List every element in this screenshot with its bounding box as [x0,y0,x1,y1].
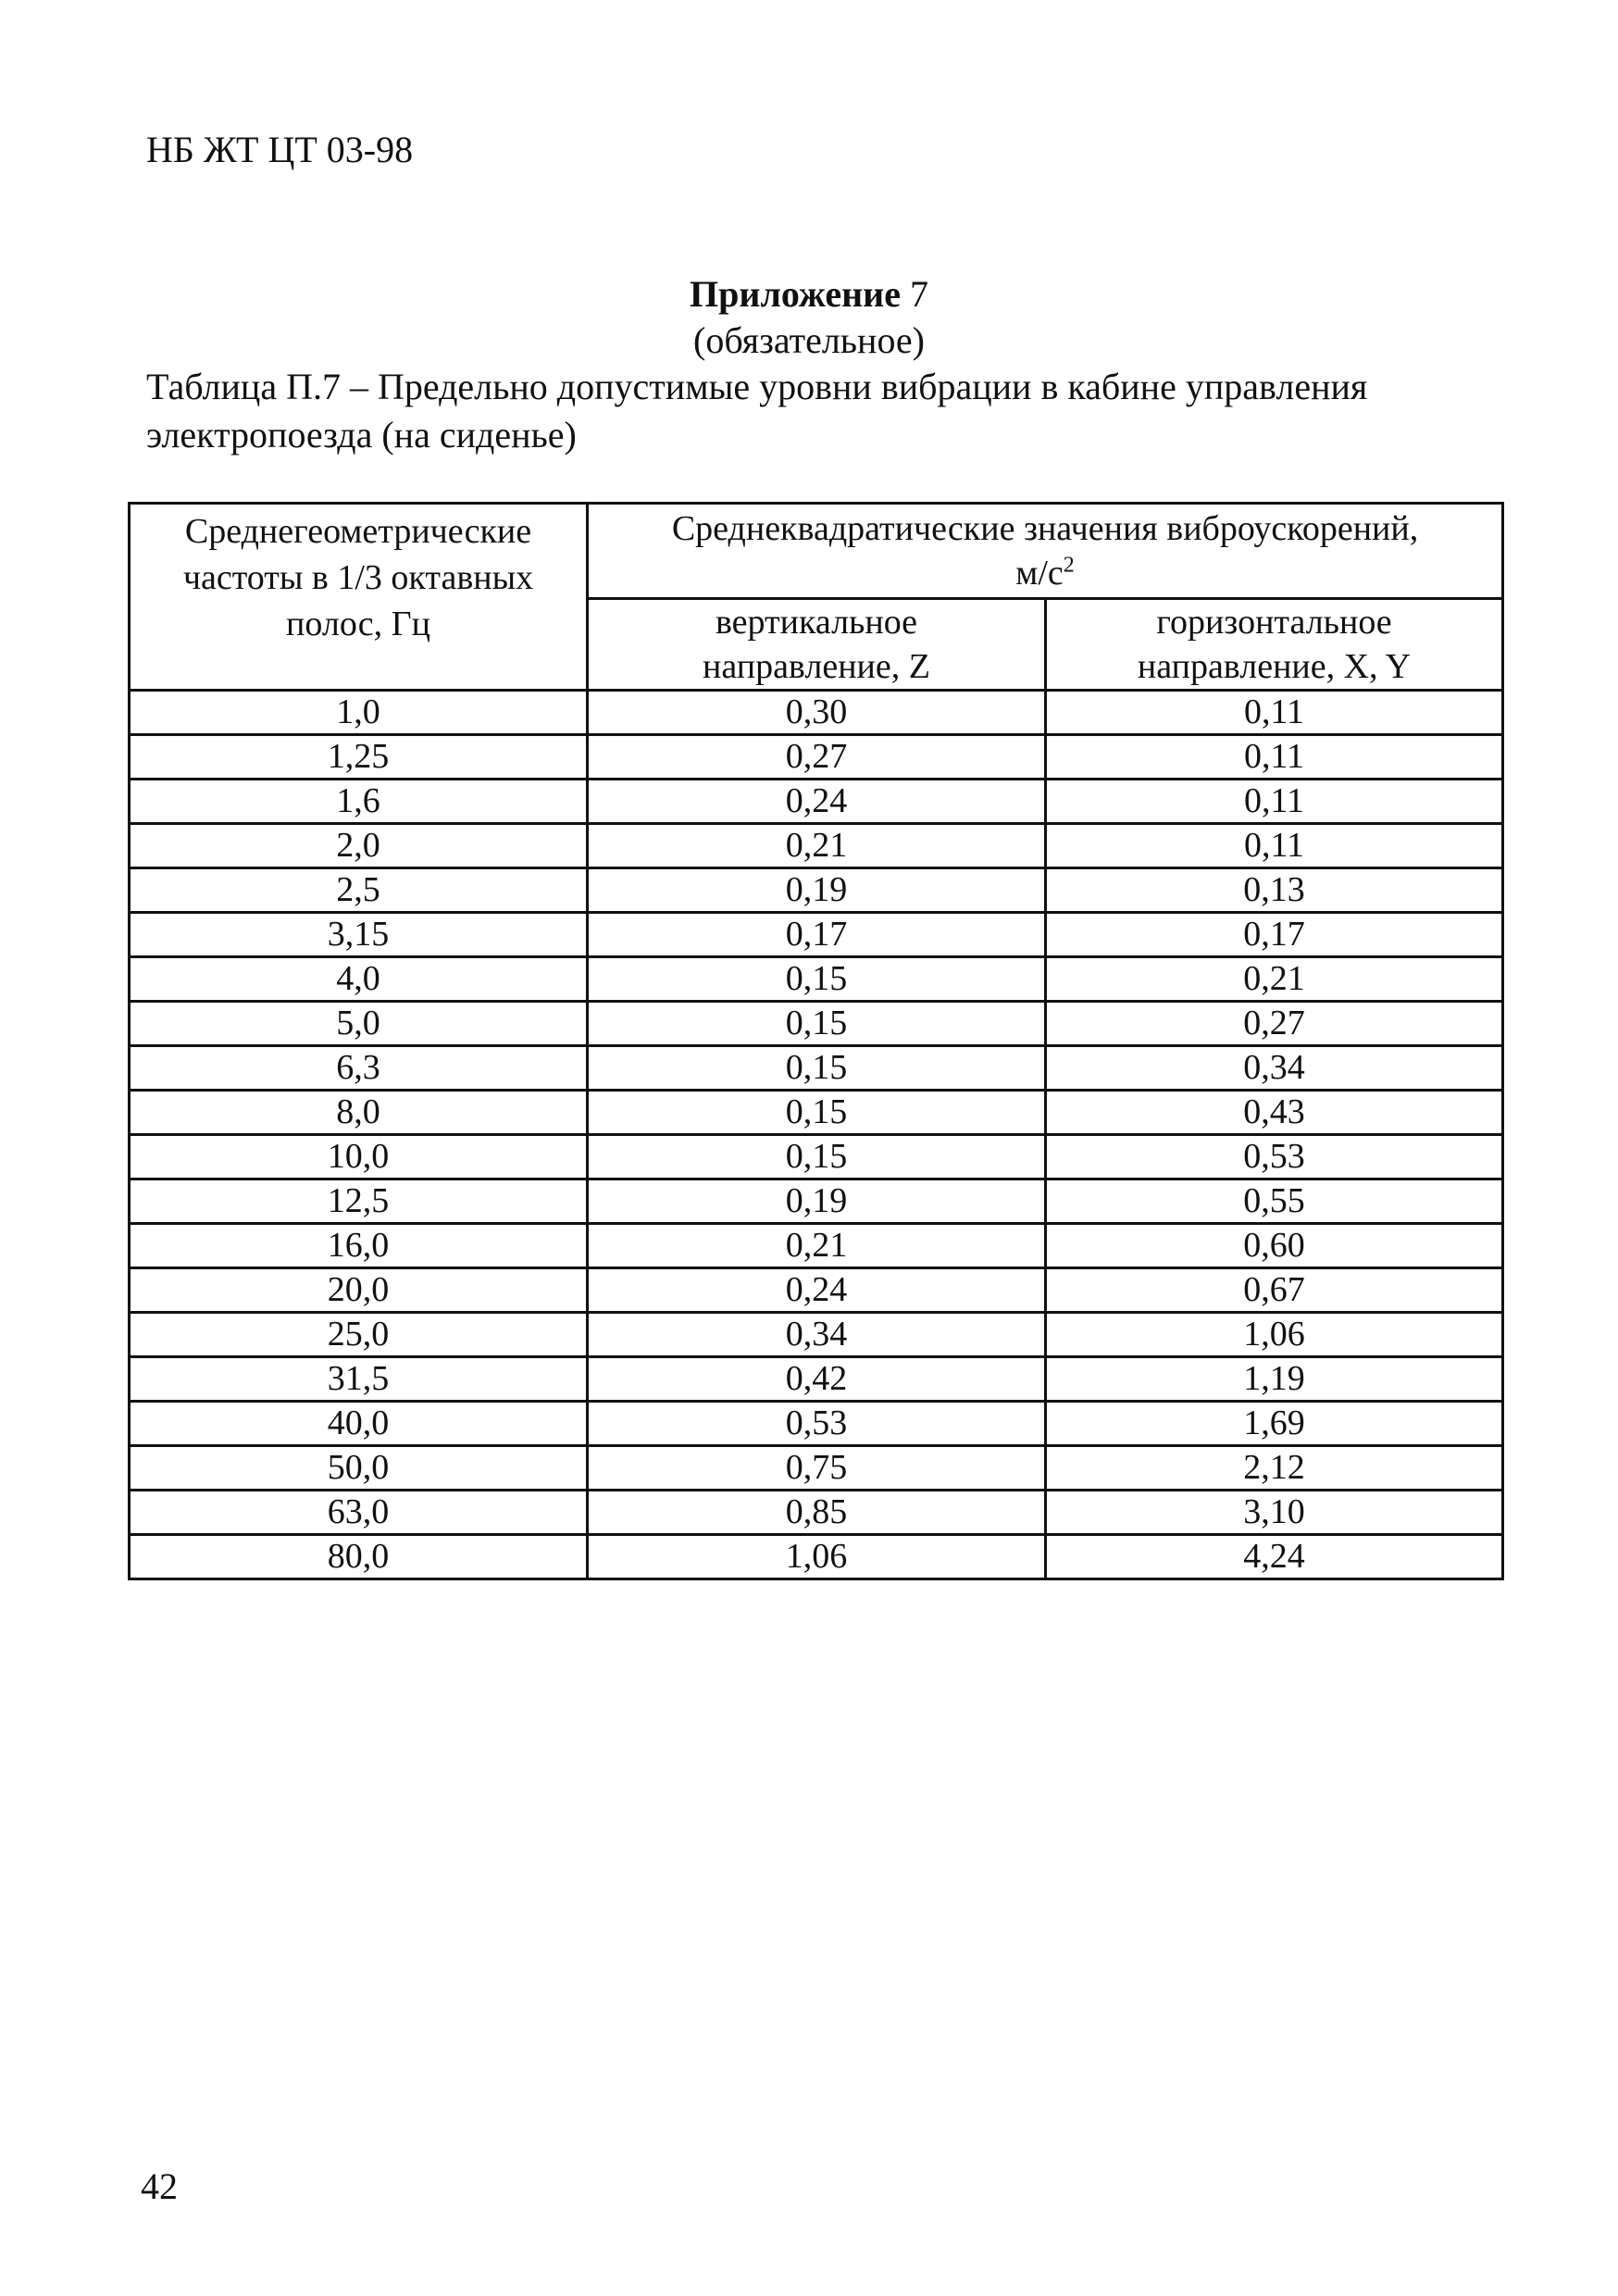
horizontal-value-cell: 0,11 [1046,691,1503,735]
table-row [130,1046,1503,1091]
horizontal-value-cell: 0,17 [1046,913,1503,957]
header-line: горизонтальное [1156,603,1392,642]
table-row [130,691,1503,735]
vertical-value-cell: 0,75 [588,1446,1046,1491]
frequency-cell: 2,0 [130,824,588,868]
frequency-cell: 2,5 [130,868,588,913]
header-line: вертикальное [715,603,918,642]
frequency-cell: 8,0 [130,1091,588,1135]
frequency-cell: 1,0 [130,691,588,735]
table-row [130,1491,1503,1535]
vertical-value-cell: 0,19 [588,868,1046,913]
header-line: Среднегеометрические [184,512,532,551]
table-row [130,735,1503,780]
horizontal-value-cell: 0,13 [1046,868,1503,913]
horizontal-value-cell: 0,67 [1046,1268,1503,1313]
table-row [130,957,1503,1002]
horizontal-value-cell: 1,19 [1046,1357,1503,1402]
table-caption-line: электропоезда (на сиденье) [146,414,577,455]
table-header [130,504,1503,691]
horizontal-value-cell: 1,06 [1046,1313,1503,1357]
header-line: полос, Гц [286,605,430,643]
frequency-cell: 10,0 [130,1135,588,1179]
frequency-cell: 1,25 [130,735,588,780]
table-body [130,691,1503,1579]
appendix-number: 7 [909,273,928,315]
table-caption [146,363,1498,459]
vertical-value-cell: 0,15 [588,1002,1046,1046]
table-row [130,1402,1503,1446]
horizontal-value-cell: 0,21 [1046,957,1503,1002]
vertical-value-cell: 0,42 [588,1357,1046,1402]
vertical-value-cell: 0,85 [588,1491,1046,1535]
frequency-cell: 40,0 [130,1402,588,1446]
frequency-cell: 4,0 [130,957,588,1002]
header-row [130,504,1503,599]
appendix-title [0,272,1618,317]
table-row [130,824,1503,868]
frequency-cell: 25,0 [130,1313,588,1357]
document-code: НБ ЖТ ЦТ 03-98 [146,129,414,170]
table-row [130,1268,1503,1313]
table-row [130,1446,1503,1491]
table-row [130,1535,1503,1579]
frequency-cell: 6,3 [130,1046,588,1091]
vertical-value-cell: 0,24 [588,780,1046,824]
header-line: направление, X, Y [1137,647,1412,686]
vertical-value-cell: 0,15 [588,1091,1046,1135]
unit-text: м/с [1015,554,1064,593]
frequency-cell: 63,0 [130,1491,588,1535]
horizontal-value-cell: 0,34 [1046,1046,1503,1091]
frequency-cell: 5,0 [130,1002,588,1046]
vertical-value-cell: 0,21 [588,824,1046,868]
frequency-cell: 80,0 [130,1535,588,1579]
table-row [130,1313,1503,1357]
frequency-cell: 1,6 [130,780,588,824]
header-line: частоты в 1/3 октавных [182,558,534,597]
appendix-subtitle: (обязательное) [693,319,925,361]
vibration-limits-table [128,502,1504,1580]
horizontal-value-cell: 2,12 [1046,1446,1503,1491]
table-row [130,1002,1503,1046]
header-line: Среднеквадратические значения виброускорений, [671,509,1419,548]
vertical-value-cell: 0,19 [588,1179,1046,1224]
frequency-cell: 50,0 [130,1446,588,1491]
frequency-cell: 16,0 [130,1224,588,1268]
table-row [130,780,1503,824]
horizontal-value-cell: 0,11 [1046,735,1503,780]
horizontal-value-cell: 0,11 [1046,780,1503,824]
table-row [130,913,1503,957]
frequency-cell: 3,15 [130,913,588,957]
horizontal-column-header [1046,599,1503,691]
vertical-value-cell: 0,30 [588,691,1046,735]
vertical-value-cell: 0,53 [588,1402,1046,1446]
vertical-value-cell: 0,15 [588,1135,1046,1179]
vertical-value-cell: 0,24 [588,1268,1046,1313]
page-number: 42 [141,2165,178,2207]
horizontal-value-cell: 1,69 [1046,1402,1503,1446]
horizontal-value-cell: 0,11 [1046,824,1503,868]
frequency-cell: 20,0 [130,1268,588,1313]
rms-acceleration-group-header [588,504,1503,599]
vertical-value-cell: 0,27 [588,735,1046,780]
table-row [130,1179,1503,1224]
table-row [130,1357,1503,1402]
vertical-value-cell: 0,15 [588,1046,1046,1091]
vertical-value-cell: 1,06 [588,1535,1046,1579]
vertical-value-cell: 0,34 [588,1313,1046,1357]
table-row [130,868,1503,913]
horizontal-value-cell: 0,60 [1046,1224,1503,1268]
table-row [130,1224,1503,1268]
frequency-cell: 31,5 [130,1357,588,1402]
table-row [130,1135,1503,1179]
horizontal-value-cell: 0,53 [1046,1135,1503,1179]
horizontal-value-cell: 4,24 [1046,1535,1503,1579]
horizontal-value-cell: 3,10 [1046,1491,1503,1535]
vertical-value-cell: 0,17 [588,913,1046,957]
header-line: направление, Z [703,647,930,686]
table-row [130,1091,1503,1135]
frequency-cell: 12,5 [130,1179,588,1224]
vertical-value-cell: 0,21 [588,1224,1046,1268]
horizontal-value-cell: 0,55 [1046,1179,1503,1224]
frequency-column-header [130,504,588,691]
unit-superscript: 2 [1063,553,1075,578]
appendix-title-word: Приложение [690,273,901,315]
horizontal-value-cell: 0,43 [1046,1091,1503,1135]
vertical-column-header [588,599,1046,691]
table-caption-line: Таблица П.7 – Предельно допустимые уровни вибрации в кабине управления [146,366,1368,407]
horizontal-value-cell: 0,27 [1046,1002,1503,1046]
vertical-value-cell: 0,15 [588,957,1046,1002]
header-line-unit [589,551,1501,595]
